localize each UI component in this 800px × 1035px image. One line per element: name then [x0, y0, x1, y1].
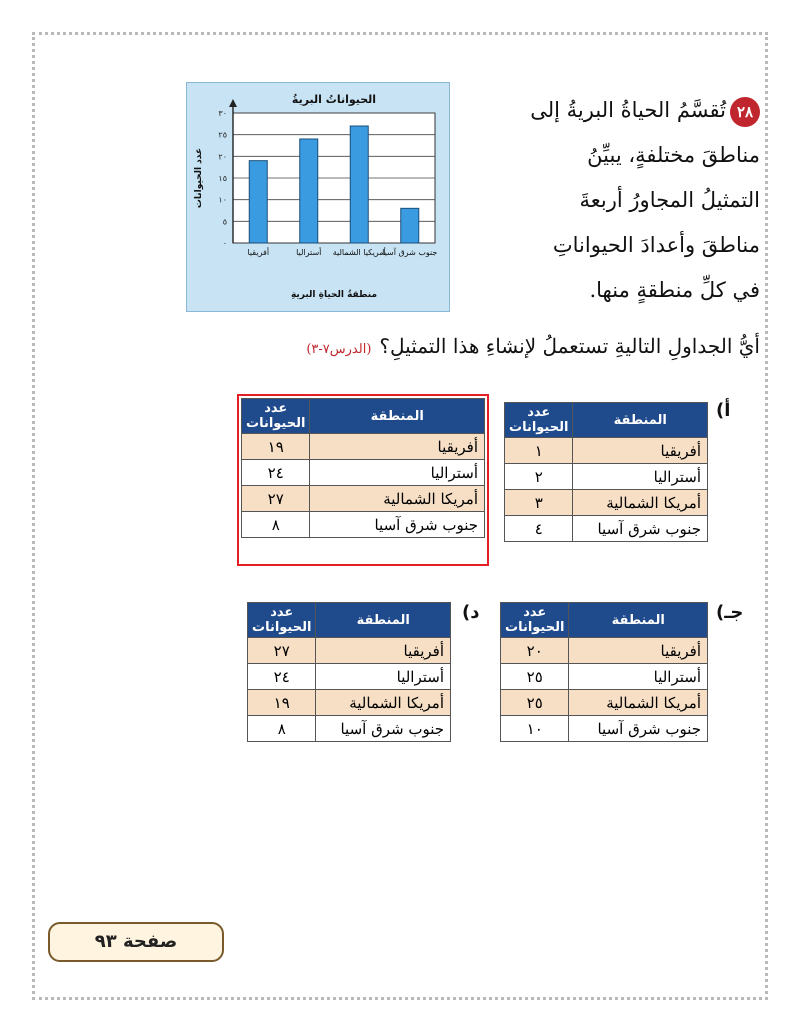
- x-tick-label: أمريكيا الشمالية: [332, 248, 386, 257]
- y-tick-label: ١٠: [218, 195, 227, 205]
- table-row: [505, 464, 708, 490]
- question-line-1: تُقسَّمُ الحياةُ البريةُ إلى: [530, 98, 726, 122]
- table-cell: أمريكا الشمالية: [316, 690, 451, 716]
- table-cell: أمريكا الشمالية: [310, 486, 485, 512]
- y-tick-label: ٢٠: [218, 152, 227, 162]
- table-row: [505, 516, 708, 542]
- table-header-region: المنطقة: [569, 603, 708, 638]
- bar-chart: [186, 82, 450, 312]
- table-cell: أستراليا: [573, 464, 708, 490]
- table-cell: أستراليا: [310, 460, 485, 486]
- table-row: [501, 716, 708, 742]
- table-cell: ٢: [505, 464, 573, 490]
- table-cell: أمريكا الشمالية: [569, 690, 708, 716]
- table-cell: ٤: [505, 516, 573, 542]
- table-cell: جنوب شرق آسيا: [573, 516, 708, 542]
- option-c-table[interactable]: [500, 602, 708, 742]
- table-row: [248, 664, 451, 690]
- table-header-region: المنطقة: [310, 399, 485, 434]
- page-number-tab: [48, 922, 224, 962]
- question-prompt: [306, 334, 760, 358]
- selected-answer-highlight: [237, 394, 489, 566]
- table-cell: أفريقيا: [569, 638, 708, 664]
- table-header-count: عدد الحيوانات: [501, 603, 569, 638]
- x-tick-label: أستراليا: [296, 248, 322, 257]
- table-cell: ٢٧: [248, 638, 316, 664]
- question-line-4: مناطقَ وأعدادَ الحيواناتِ: [552, 233, 760, 257]
- table-cell: ٢٧: [242, 486, 310, 512]
- table-cell: ١٠: [501, 716, 569, 742]
- page-number-label: صفحة ٩٣: [94, 931, 178, 952]
- x-tick-label: أفريقيا: [247, 248, 270, 257]
- table-header-count: عدد الحيوانات: [242, 399, 310, 434]
- table-cell: أفريقيا: [310, 434, 485, 460]
- x-axis-label: منطقةُ الحياةِ البريةِ: [290, 290, 378, 300]
- table-header-count: عدد الحيوانات: [505, 403, 573, 438]
- table-cell: جنوب شرق آسيا: [569, 716, 708, 742]
- chart-title: الحيواناتُ البريةُ: [291, 93, 377, 106]
- table-cell: جنوب شرق آسيا: [316, 716, 451, 742]
- table-row: [248, 716, 451, 742]
- option-d-label[interactable]: د): [462, 602, 480, 623]
- table-cell: أفريقيا: [316, 638, 451, 664]
- question-text: [460, 88, 760, 313]
- table-cell: ٨: [242, 512, 310, 538]
- y-tick-label: ١٥: [218, 174, 227, 183]
- option-a-label[interactable]: أ): [716, 400, 731, 421]
- option-a-table[interactable]: [504, 402, 708, 542]
- table-row: [248, 690, 451, 716]
- table-cell: ٨: [248, 716, 316, 742]
- table-header-region: المنطقة: [316, 603, 451, 638]
- table-row: [501, 690, 708, 716]
- table-cell: ٢٤: [242, 460, 310, 486]
- question-number-badge: ٢٨: [730, 97, 760, 127]
- bar: [350, 126, 368, 243]
- x-tick-label: جنوب شرق آسيا: [382, 248, 438, 257]
- table-cell: ١٩: [242, 434, 310, 460]
- bar: [249, 161, 267, 243]
- table-cell: ٢٠: [501, 638, 569, 664]
- table-cell: ٣: [505, 490, 573, 516]
- question-prompt-text: أيُّ الجداولِ التاليةِ تستعملُ لإنشاءِ هذا التمثيلِ؟: [379, 334, 760, 358]
- question-line-5: في كلِّ منطقةٍ منها.: [589, 278, 760, 302]
- table-cell: أفريقيا: [573, 438, 708, 464]
- bar: [401, 208, 419, 243]
- table-cell: ٢٥: [501, 690, 569, 716]
- option-d-table[interactable]: [247, 602, 451, 742]
- table-cell: ٢٥: [501, 664, 569, 690]
- table-row: [501, 638, 708, 664]
- question-line-3: التمثيلُ المجاورُ أربعةَ: [579, 188, 760, 212]
- table-cell: أستراليا: [316, 664, 451, 690]
- y-tick-label: ٥: [222, 217, 227, 227]
- lesson-reference: (الدرس٧-٣): [306, 342, 372, 357]
- y-axis-label: عدد الحيوانات: [194, 147, 204, 209]
- table-header-count: عدد الحيوانات: [248, 603, 316, 638]
- table-row: [505, 438, 708, 464]
- y-tick-label: ٣٠: [218, 109, 227, 118]
- bar: [300, 139, 318, 243]
- table-cell: أستراليا: [569, 664, 708, 690]
- option-c-label[interactable]: جـ): [716, 602, 744, 623]
- table-cell: جنوب شرق آسيا: [310, 512, 485, 538]
- y-tick-label: ٠: [222, 239, 227, 248]
- table-cell: ٢٤: [248, 664, 316, 690]
- y-axis-arrow: [229, 99, 237, 107]
- question-line-2: مناطقَ مختلفةٍ، يبيِّنُ: [587, 143, 760, 167]
- bar-chart-svg: [187, 83, 449, 311]
- table-row: [505, 490, 708, 516]
- table-cell: ١: [505, 438, 573, 464]
- table-row: [248, 638, 451, 664]
- y-tick-label: ٢٥: [218, 130, 227, 140]
- table-cell: أمريكا الشمالية: [573, 490, 708, 516]
- table-cell: ١٩: [248, 690, 316, 716]
- table-row: [501, 664, 708, 690]
- table-header-region: المنطقة: [573, 403, 708, 438]
